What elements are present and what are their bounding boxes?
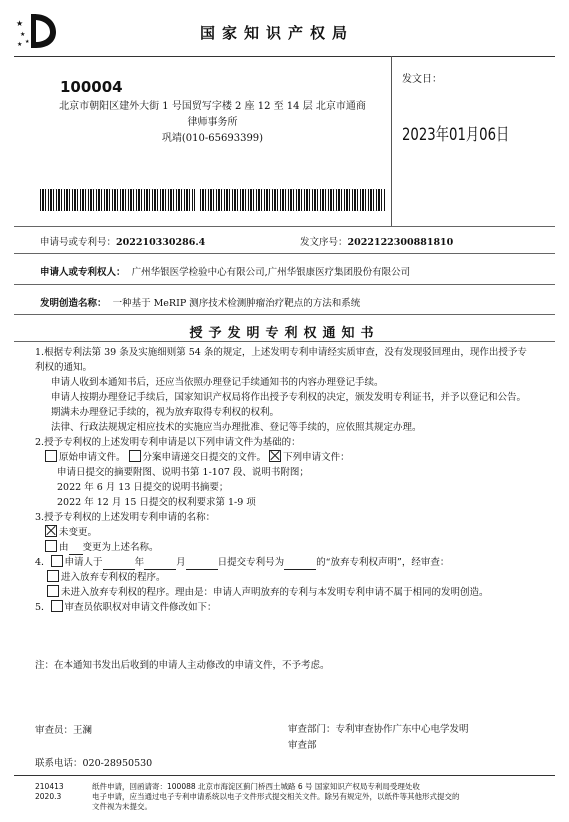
dept-line-1: 审查部门：专利审查协作广东中心电学发明 <box>288 724 469 735</box>
invention-label: 发明创造名称： <box>40 298 107 309</box>
abandon-text-d: 日提交专利号为 <box>217 557 285 568</box>
checkbox-name-changed[interactable] <box>45 540 57 552</box>
recipient-address <box>40 99 385 147</box>
section-2-options <box>35 450 535 465</box>
blank-patent-no <box>284 569 316 570</box>
option-divisional-label: 分案申请递交日提交的文件。 <box>142 452 267 463</box>
footer-line-2: 电子申请，应当通过电子专利申请系统以电子文件形式提交相关文件。除另有规定外，以纸件等其他形式提交的 <box>92 792 460 801</box>
row-rule <box>14 284 555 285</box>
row-rule <box>14 226 555 227</box>
serial-number-row <box>300 234 453 248</box>
footer-instructions <box>92 782 552 812</box>
section-5-number: 5． <box>35 602 51 613</box>
address-line-2: 律师事务所 <box>187 117 238 128</box>
checkbox-abandon-not-entered[interactable] <box>47 585 59 597</box>
section-4-number: 4． <box>35 557 51 568</box>
abandon-not-entered-label: 未进入放弃专利权的程序。理由是：申请人声明放弃的专利与本发明专利申请不属于相同的发明创造。 <box>61 587 489 598</box>
abandon-text-e: 的“放弃专利权声明”，经审查： <box>316 557 450 568</box>
paragraph-3: 申请人按期办理登记手续后，国家知识产权局将作出授予专利权的决定，颁发发明专利证书，并予以登记和公告。 <box>51 392 527 403</box>
send-date-value: 2023年01月06日 <box>402 125 510 145</box>
section-2-heading: 2.授予专利权的上述发明专利申请是以下列申请文件为基础的： <box>35 437 301 448</box>
serial-value: 2022122300881810 <box>347 237 454 248</box>
file-line-3: 2022 年 12 月 15 日提交的权利要求第 1-9 项 <box>57 497 256 508</box>
footer-rule <box>14 775 555 776</box>
date-divider <box>391 56 392 226</box>
checkbox-divisional[interactable] <box>129 450 141 462</box>
form-code-1: 210413 <box>35 782 64 791</box>
row-rule <box>14 314 555 315</box>
dept-line-2: 审查部 <box>288 740 317 751</box>
name-changed-suffix: 变更为上述名称。 <box>82 542 159 553</box>
name-changed-prefix: 由 <box>59 542 69 553</box>
contact-person: 巩靖(010-65693399) <box>161 133 264 144</box>
checkbox-original[interactable] <box>45 450 57 462</box>
svg-text:★: ★ <box>17 41 23 48</box>
examiner-amend-label: 审查员依职权对申请文件修改如下： <box>64 602 217 613</box>
app-no-label: 申请号或专利号： <box>40 237 117 248</box>
notice-title: 授予发明专利权通知书 <box>189 326 380 341</box>
checkbox-examiner-amend[interactable] <box>51 600 63 612</box>
examiner: 审查员：王澜 <box>35 725 93 736</box>
file-line-1: 申请日提交的摘要附图、说明书第 1-107 段、说明书附图； <box>57 467 309 478</box>
applicant-value: 广州华银医学检验中心有限公司,广州华银康医疗集团股份有限公司 <box>131 267 411 278</box>
applicant-label: 申请人或专利权人： <box>40 267 126 278</box>
option-listed-files-label: 下列申请文件： <box>283 452 350 463</box>
invention-row <box>40 295 360 309</box>
address-line-1: 北京市朝阳区建外大街 1 号国贸写字楼 2 座 12 至 14 层 北京市通商 <box>59 101 366 112</box>
notice-body <box>35 345 535 615</box>
barcode-2 <box>200 189 385 211</box>
office-name: 国家知识产权局 <box>200 24 355 42</box>
invention-value: 一种基于 MeRIP 测序技术检测肿瘤治疗靶点的方法和系统 <box>112 298 361 309</box>
abandon-text-b: 年 <box>134 557 145 568</box>
file-line-2: 2022 年 6 月 13 日提交的说明书摘要； <box>57 482 229 493</box>
footer-line-3: 文件视为未提交。 <box>92 802 152 811</box>
send-date-label: 发文日： <box>402 74 442 85</box>
footer-line-1: 纸件申请，回函请寄：100088 北京市海淀区蓟门桥西土城路 6 号 国家知识产权局专利局受理处收 <box>92 782 420 791</box>
applicant-row <box>40 264 410 278</box>
paragraph-1: 1.根据专利法第 39 条及实施细则第 54 条的规定，上述发明专利申请经实质审查，没有发现驳回理由，现作出授予专利权的通知。 <box>35 347 527 373</box>
notice-note: 注：在本通知书发出后收到的申请人主动修改的申请文件，不予考虑。 <box>35 660 330 671</box>
abandon-text-a: 申请人于 <box>64 557 103 568</box>
barcode-1 <box>40 189 195 211</box>
abandon-text-c: 月 <box>176 557 186 568</box>
paragraph-5: 法律、行政法规规定相应技术的实施应当办理批准、登记等手续的，应依照其规定办理。 <box>51 422 422 433</box>
svg-text:★: ★ <box>16 19 24 28</box>
postal-code: 100004 <box>60 78 123 96</box>
section-3-heading: 3.授予专利权的上述发明专利申请的名称： <box>35 512 216 523</box>
phone: 联系电话：020-28950530 <box>35 758 153 769</box>
form-code <box>35 782 64 802</box>
checkbox-abandon-entered[interactable] <box>47 570 59 582</box>
abandon-entered-label: 进入放弃专利权的程序。 <box>61 572 166 583</box>
name-unchanged-label: 未变更。 <box>59 527 98 538</box>
serial-label: 发文序号： <box>300 237 348 248</box>
svg-text:★: ★ <box>25 39 30 45</box>
checkbox-abandon[interactable] <box>51 555 63 567</box>
option-original-label: 原始申请文件。 <box>59 452 126 463</box>
paragraph-2: 申请人收到本通知书后，还应当依照办理登记手续通知书的内容办理登记手续。 <box>51 377 384 388</box>
row-rule <box>14 341 555 342</box>
header-rule <box>14 56 555 57</box>
checkbox-name-unchanged[interactable] <box>45 525 57 537</box>
exam-department <box>288 722 469 754</box>
svg-text:★: ★ <box>20 31 26 38</box>
row-rule <box>14 253 555 254</box>
paragraph-4: 期满未办理登记手续的，视为放弃取得专利权的权利。 <box>51 407 280 418</box>
blank-day <box>186 569 218 570</box>
app-no-value: 202210330286.4 <box>116 237 206 248</box>
form-code-2: 2020.3 <box>35 792 62 801</box>
cnipa-logo-icon <box>14 10 64 52</box>
checkbox-listed-files[interactable] <box>269 450 281 462</box>
application-number-row <box>40 234 205 248</box>
